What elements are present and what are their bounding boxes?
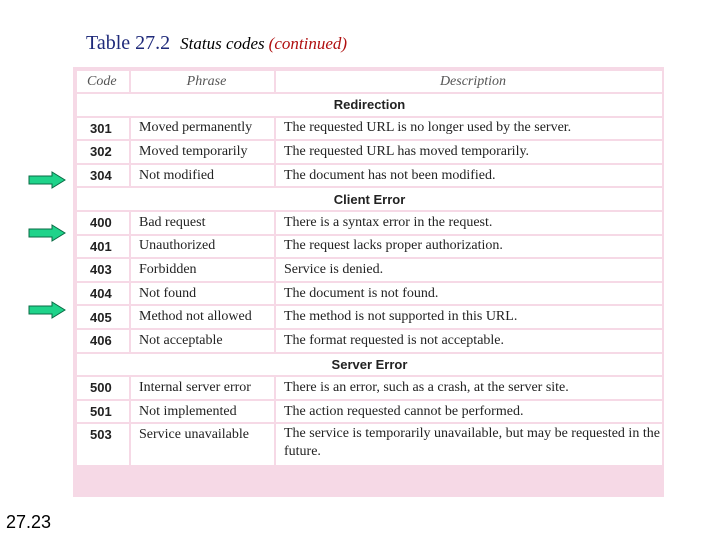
arrow-right-icon — [28, 171, 66, 189]
status-phrase: Not modified — [130, 164, 275, 188]
table-row — [76, 329, 663, 353]
status-code: 403 — [76, 258, 130, 282]
status-phrase: Bad request — [130, 211, 275, 235]
table-row — [76, 140, 663, 164]
table-row — [76, 423, 663, 466]
table-row — [76, 117, 663, 141]
status-description: The requested URL has moved temporarily. — [275, 140, 663, 164]
status-phrase: Not acceptable — [130, 329, 275, 353]
section-heading-server-error: Server Error — [76, 353, 663, 377]
table-caption — [86, 32, 347, 55]
status-description: The action requested cannot be performed. — [275, 400, 663, 424]
status-code: 301 — [76, 117, 130, 141]
status-phrase: Method not allowed — [130, 305, 275, 329]
status-code: 503 — [76, 423, 130, 466]
status-code: 401 — [76, 235, 130, 259]
status-code: 406 — [76, 329, 130, 353]
status-code: 405 — [76, 305, 130, 329]
arrow-right-icon — [28, 301, 66, 319]
status-description: Service is denied. — [275, 258, 663, 282]
section-heading-client-error: Client Error — [76, 187, 663, 211]
header-row — [76, 70, 663, 93]
status-phrase: Unauthorized — [130, 235, 275, 259]
status-phrase: Moved temporarily — [130, 140, 275, 164]
status-code: 400 — [76, 211, 130, 235]
table-row — [76, 282, 663, 306]
status-code: 500 — [76, 376, 130, 400]
table-row — [76, 235, 663, 259]
header-phrase: Phrase — [130, 70, 275, 93]
arrow-right-icon — [28, 224, 66, 242]
status-description: The format requested is not acceptable. — [275, 329, 663, 353]
table-row — [76, 164, 663, 188]
section-heading-redirection: Redirection — [76, 93, 663, 117]
table-number: Table 27.2 — [86, 32, 171, 54]
status-description: The method is not supported in this URL. — [275, 305, 663, 329]
status-description: There is an error, such as a crash, at the server site. — [275, 376, 663, 400]
table-row — [76, 376, 663, 400]
status-phrase: Service unavailable — [130, 423, 275, 466]
page-number: 27.23 — [6, 512, 52, 532]
status-phrase: Moved permanently — [130, 117, 275, 141]
table-title: Status codes — [180, 34, 265, 53]
status-phrase: Not implemented — [130, 400, 275, 424]
status-description: The document has not been modified. — [275, 164, 663, 188]
status-phrase: Internal server error — [130, 376, 275, 400]
status-code: 404 — [76, 282, 130, 306]
status-description: The requested URL is no longer used by the server. — [275, 117, 663, 141]
status-description: The document is not found. — [275, 282, 663, 306]
status-description: The service is temporarily unavailable, but may be requested in the future. — [275, 423, 663, 466]
header-code: Code — [76, 70, 130, 93]
table-row — [76, 400, 663, 424]
continued-label: (continued) — [268, 34, 348, 53]
status-description: There is a syntax error in the request. — [275, 211, 663, 235]
table-row — [76, 258, 663, 282]
status-phrase: Not found — [130, 282, 275, 306]
status-code: 501 — [76, 400, 130, 424]
table-row — [76, 305, 663, 329]
status-phrase: Forbidden — [130, 258, 275, 282]
status-code: 304 — [76, 164, 130, 188]
status-codes-table — [73, 67, 664, 497]
status-code: 302 — [76, 140, 130, 164]
table-row — [76, 211, 663, 235]
header-description: Description — [275, 70, 663, 93]
status-description: The request lacks proper authorization. — [275, 235, 663, 259]
